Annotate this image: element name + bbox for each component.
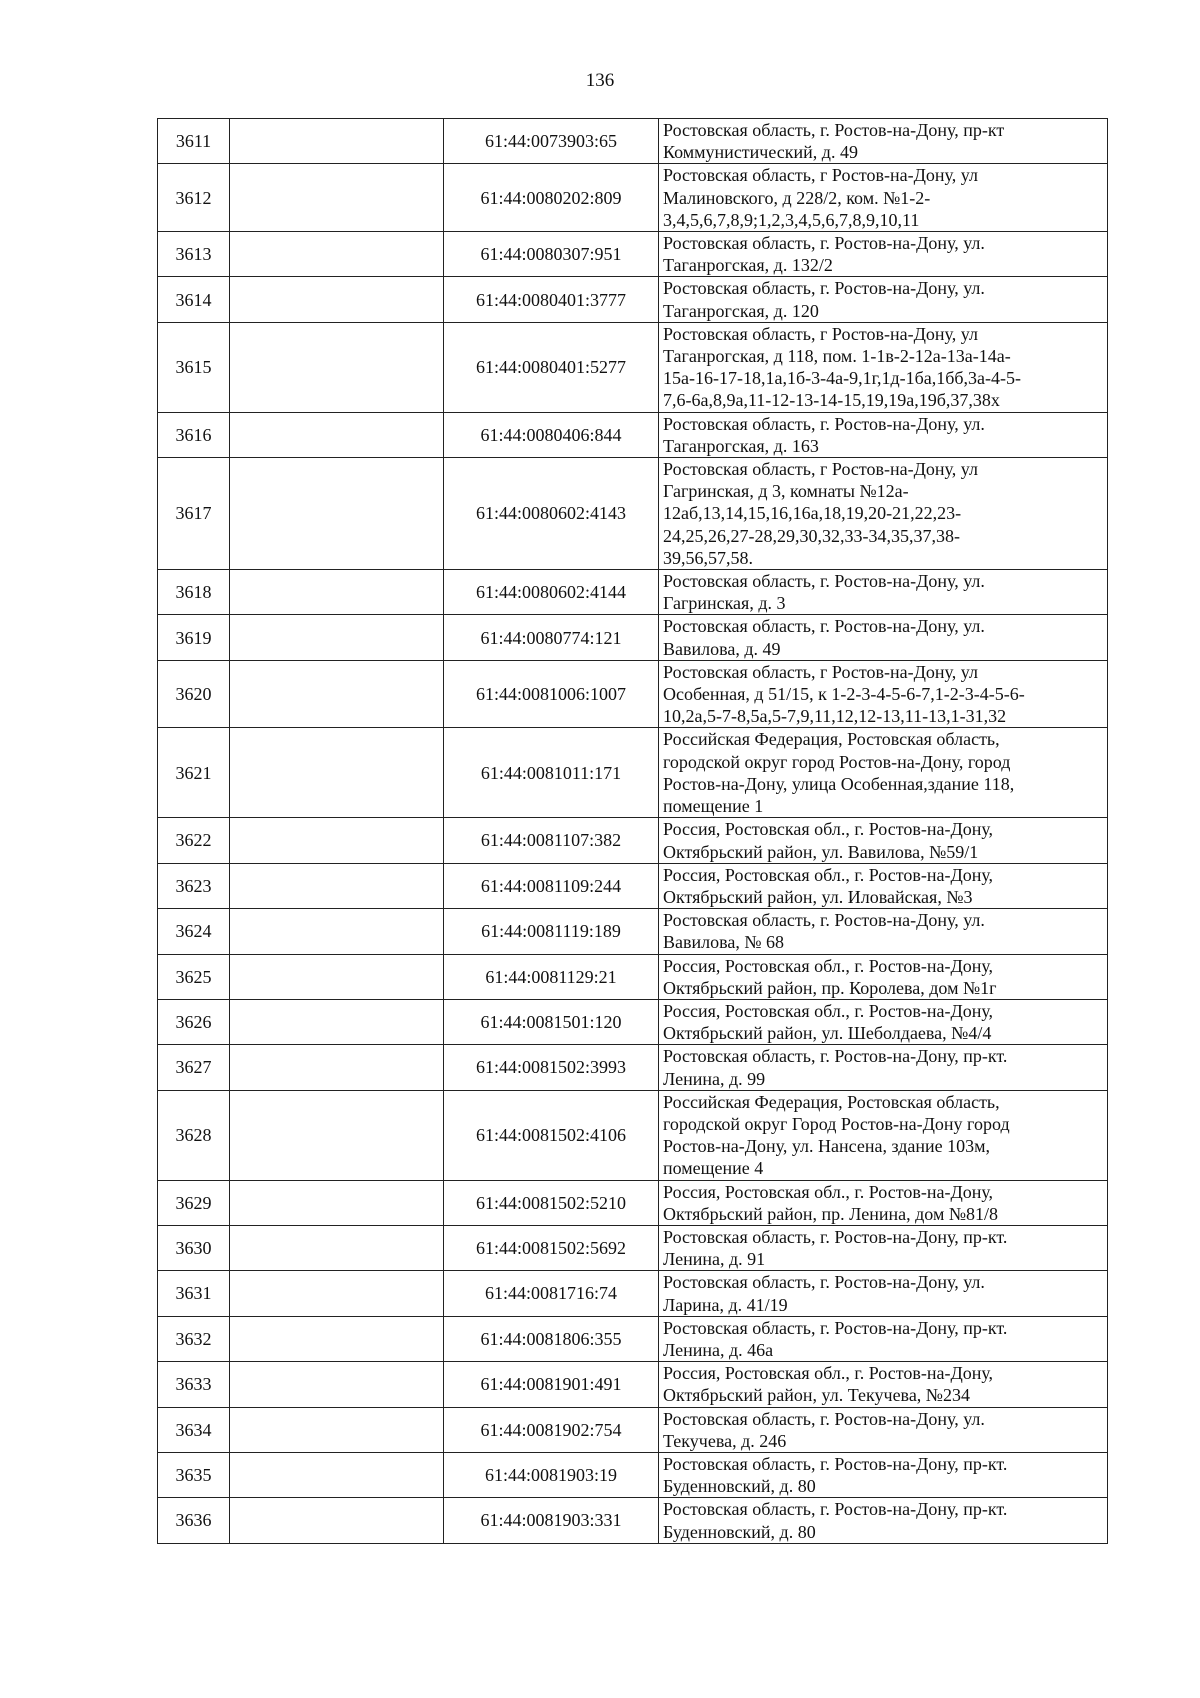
address-line: Октябрьский район, ул. Вавилова, №59/1 [663, 841, 979, 862]
empty-cell [230, 119, 444, 164]
empty-cell [230, 232, 444, 277]
table-row [158, 570, 1108, 615]
cadastral-number-cell: 61:44:0081903:19 [444, 1452, 659, 1497]
cadastral-number-cell: 61:44:0081806:355 [444, 1316, 659, 1361]
row-number-cell: 3624 [158, 909, 230, 954]
address-line: Ростовская область, г. Ростов-на-Дону, пр-кт. [663, 1453, 1008, 1474]
table-row [158, 1225, 1108, 1270]
address-line: 10,2а,5-7-8,5а,5-7,9,11,12,12-13,11-13,1-31,32 [663, 706, 1007, 727]
table-row [158, 615, 1108, 660]
address-cell [659, 412, 1108, 457]
address-cell [659, 1407, 1108, 1452]
row-number-cell: 3629 [158, 1180, 230, 1225]
address-line: Малиновского, д 228/2, ком. №1-2- [663, 187, 931, 208]
address-cell [659, 232, 1108, 277]
address-line: Особенная, д 51/15, к 1-2-3-4-5-6-7,1-2-3-4-5-6- [663, 684, 1025, 705]
cadastral-number-cell: 61:44:0081011:171 [444, 728, 659, 818]
empty-cell [230, 1271, 444, 1316]
empty-cell [230, 999, 444, 1044]
address-line: Ростовская область, г. Ростов-на-Дону, ул. [663, 1408, 985, 1429]
table-row [158, 1452, 1108, 1497]
address-cell [659, 570, 1108, 615]
row-number-cell: 3626 [158, 999, 230, 1044]
cadastral-number-cell: 61:44:0081902:754 [444, 1407, 659, 1452]
cadastral-number-cell: 61:44:0081901:491 [444, 1362, 659, 1407]
row-number-cell: 3611 [158, 119, 230, 164]
address-cell [659, 909, 1108, 954]
address-line: Октябрьский район, ул. Шеболдаева, №4/4 [663, 1023, 992, 1044]
address-cell [659, 818, 1108, 863]
empty-cell [230, 1180, 444, 1225]
address-line: Октябрьский район, ул. Текучева, №234 [663, 1385, 970, 1406]
address-line: Ларина, д. 41/19 [663, 1294, 788, 1315]
address-line: Таганрогская, д 118, пом. 1-1в-2-12а-13а-14а- [663, 346, 1011, 367]
row-number-cell: 3628 [158, 1090, 230, 1180]
empty-cell [230, 458, 444, 570]
table-row [158, 119, 1108, 164]
address-line: Россия, Ростовская обл., г. Ростов-на-Дону, [663, 864, 994, 885]
cadastral-number-cell: 61:44:0080602:4143 [444, 458, 659, 570]
address-cell [659, 277, 1108, 322]
address-line: Ростовская область, г. Ростов-на-Дону, пр-кт. [663, 1226, 1008, 1247]
table-row [158, 728, 1108, 818]
row-number-cell: 3623 [158, 863, 230, 908]
empty-cell [230, 909, 444, 954]
cadastral-number-cell: 61:44:0073903:65 [444, 119, 659, 164]
address-line: Россия, Ростовская обл., г. Ростов-на-Дону, [663, 1181, 994, 1202]
address-line: 39,56,57,58. [663, 547, 753, 568]
empty-cell [230, 954, 444, 999]
address-line: Ростовская область, г Ростов-на-Дону, ул [663, 323, 978, 344]
row-number-cell: 3627 [158, 1045, 230, 1090]
cadastral-number-cell: 61:44:0081129:21 [444, 954, 659, 999]
address-cell [659, 1045, 1108, 1090]
empty-cell [230, 1452, 444, 1497]
address-cell [659, 119, 1108, 164]
empty-cell [230, 818, 444, 863]
empty-cell [230, 412, 444, 457]
row-number-cell: 3617 [158, 458, 230, 570]
address-line: Буденновский, д. 80 [663, 1521, 816, 1542]
cadastral-number-cell: 61:44:0081119:189 [444, 909, 659, 954]
cadastral-number-cell: 61:44:0081502:3993 [444, 1045, 659, 1090]
address-line: Текучева, д. 246 [663, 1430, 787, 1451]
address-line: Ростовская область, г. Ростов-на-Дону, пр-кт [663, 120, 1005, 140]
empty-cell [230, 615, 444, 660]
cadastral-number-cell: 61:44:0081502:5692 [444, 1225, 659, 1270]
table-row [158, 1045, 1108, 1090]
address-cell [659, 322, 1108, 412]
address-line: Ростов-на-Дону, улица Особенная,здание 118, [663, 773, 1015, 794]
row-number-cell: 3618 [158, 570, 230, 615]
empty-cell [230, 322, 444, 412]
table-row [158, 412, 1108, 457]
cadastral-number-cell: 61:44:0081716:74 [444, 1271, 659, 1316]
address-line: помещение 4 [663, 1158, 764, 1179]
address-line: Октябрьский район, пр. Королева, дом №1г [663, 977, 997, 998]
address-cell [659, 954, 1108, 999]
property-table [157, 118, 1108, 1544]
address-cell [659, 728, 1108, 818]
empty-cell [230, 1407, 444, 1452]
row-number-cell: 3631 [158, 1271, 230, 1316]
table-row [158, 1180, 1108, 1225]
table-row [158, 1090, 1108, 1180]
cadastral-number-cell: 61:44:0081903:331 [444, 1498, 659, 1543]
empty-cell [230, 1090, 444, 1180]
row-number-cell: 3620 [158, 660, 230, 728]
cadastral-number-cell: 61:44:0080774:121 [444, 615, 659, 660]
table-row [158, 954, 1108, 999]
table-row [158, 1362, 1108, 1407]
address-cell [659, 1452, 1108, 1497]
cadastral-number-cell: 61:44:0080401:5277 [444, 322, 659, 412]
address-line: городской округ город Ростов-на-Дону, город [663, 751, 1011, 772]
empty-cell [230, 1362, 444, 1407]
table-row [158, 1316, 1108, 1361]
address-line: Ростов-на-Дону, ул. Нансена, здание 103м, [663, 1136, 991, 1157]
table-row [158, 1498, 1108, 1543]
address-line: Таганрогская, д. 163 [663, 435, 819, 456]
address-line: Таганрогская, д. 132/2 [663, 255, 833, 276]
table-row [158, 164, 1108, 232]
cadastral-number-cell: 61:44:0080602:4144 [444, 570, 659, 615]
address-line: Ленина, д. 99 [663, 1068, 766, 1089]
address-line: Ленина, д. 91 [663, 1249, 766, 1270]
empty-cell [230, 164, 444, 232]
row-number-cell: 3630 [158, 1225, 230, 1270]
row-number-cell: 3633 [158, 1362, 230, 1407]
table-row [158, 818, 1108, 863]
table-row [158, 322, 1108, 412]
row-number-cell: 3616 [158, 412, 230, 457]
row-number-cell: 3634 [158, 1407, 230, 1452]
empty-cell [230, 1225, 444, 1270]
address-cell [659, 1225, 1108, 1270]
empty-cell [230, 570, 444, 615]
address-line: Ростовская область, г. Ростов-на-Дону, ул. [663, 1272, 985, 1293]
address-line: Ростовская область, г Ростов-на-Дону, ул [663, 165, 978, 186]
address-line: Россия, Ростовская обл., г. Ростов-на-Дону, [663, 955, 994, 976]
address-line: Буденновский, д. 80 [663, 1476, 816, 1497]
row-number-cell: 3625 [158, 954, 230, 999]
address-line: 15а-16-17-18,1а,1б-3-4а-9,1г,1д-1ба,1бб,3а-4-5- [663, 368, 1022, 389]
address-line: Коммунистический, д. 49 [663, 142, 858, 163]
table-row [158, 863, 1108, 908]
address-cell [659, 660, 1108, 728]
cadastral-number-cell: 61:44:0081502:5210 [444, 1180, 659, 1225]
address-line: Ростовская область, г. Ростов-на-Дону, пр-кт. [663, 1499, 1008, 1520]
cadastral-number-cell: 61:44:0081006:1007 [444, 660, 659, 728]
address-cell [659, 1090, 1108, 1180]
address-line: Россия, Ростовская обл., г. Ростов-на-Дону, [663, 1000, 994, 1021]
row-number-cell: 3622 [158, 818, 230, 863]
cadastral-number-cell: 61:44:0081109:244 [444, 863, 659, 908]
row-number-cell: 3635 [158, 1452, 230, 1497]
address-cell [659, 458, 1108, 570]
address-line: Россия, Ростовская обл., г. Ростов-на-Дону, [663, 1363, 994, 1384]
address-line: Вавилова, д. 49 [663, 638, 781, 659]
empty-cell [230, 863, 444, 908]
table-body [158, 119, 1108, 1544]
cadastral-number-cell: 61:44:0080202:809 [444, 164, 659, 232]
address-cell [659, 1271, 1108, 1316]
address-line: Ростовская область, г. Ростов-на-Дону, ул. [663, 278, 985, 299]
table-row [158, 1271, 1108, 1316]
address-line: Октябрьский район, пр. Ленина, дом №81/8 [663, 1203, 999, 1224]
row-number-cell: 3613 [158, 232, 230, 277]
row-number-cell: 3621 [158, 728, 230, 818]
address-line: городской округ Город Ростов-на-Дону город [663, 1113, 1010, 1134]
empty-cell [230, 1498, 444, 1543]
cadastral-number-cell: 61:44:0080401:3777 [444, 277, 659, 322]
table-row [158, 660, 1108, 728]
address-cell [659, 164, 1108, 232]
cadastral-number-cell: 61:44:0080406:844 [444, 412, 659, 457]
address-line: Октябрьский район, ул. Иловайская, №3 [663, 886, 973, 907]
address-cell [659, 1316, 1108, 1361]
address-cell [659, 1498, 1108, 1543]
address-cell [659, 863, 1108, 908]
address-line: Ростовская область, г Ростов-на-Дону, ул [663, 459, 978, 480]
address-line: Гагринская, д 3, комнаты №12а- [663, 481, 909, 502]
address-line: 24,25,26,27-28,29,30,32,33-34,35,37,38- [663, 525, 960, 546]
table-row [158, 909, 1108, 954]
address-line: Вавилова, № 68 [663, 932, 785, 953]
row-number-cell: 3614 [158, 277, 230, 322]
address-cell [659, 1180, 1108, 1225]
row-number-cell: 3615 [158, 322, 230, 412]
empty-cell [230, 728, 444, 818]
address-line: Ростовская область, г. Ростов-на-Дону, ул. [663, 413, 985, 434]
address-cell [659, 1362, 1108, 1407]
table-row [158, 999, 1108, 1044]
table-row [158, 1407, 1108, 1452]
cadastral-number-cell: 61:44:0081107:382 [444, 818, 659, 863]
address-line: Гагринская, д. 3 [663, 593, 786, 614]
address-line: Ростовская область, г. Ростов-на-Дону, пр-кт. [663, 1046, 1008, 1067]
row-number-cell: 3632 [158, 1316, 230, 1361]
address-line: Ростовская область, г Ростов-на-Дону, ул [663, 661, 978, 682]
address-line: Таганрогская, д. 120 [663, 300, 819, 321]
address-line: Российская Федерация, Ростовская область, [663, 729, 1000, 750]
cadastral-number-cell: 61:44:0081501:120 [444, 999, 659, 1044]
address-line: 3,4,5,6,7,8,9;1,2,3,4,5,6,7,8,9,10,11 [663, 209, 920, 230]
table-row [158, 232, 1108, 277]
empty-cell [230, 660, 444, 728]
address-line: Российская Федерация, Ростовская область, [663, 1091, 1000, 1112]
address-line: Ленина, д. 46а [663, 1339, 774, 1360]
empty-cell [230, 1316, 444, 1361]
address-cell [659, 999, 1108, 1044]
address-line: 12аб,13,14,15,16,16а,18,19,20-21,22,23- [663, 503, 962, 524]
address-line: помещение 1 [663, 796, 764, 817]
table-row [158, 277, 1108, 322]
row-number-cell: 3612 [158, 164, 230, 232]
address-line: Россия, Ростовская обл., г. Ростов-на-Дону, [663, 819, 994, 840]
empty-cell [230, 277, 444, 322]
table-row [158, 458, 1108, 570]
address-line: Ростовская область, г. Ростов-на-Дону, ул. [663, 616, 985, 637]
address-line: 7,6-6а,8,9а,11-12-13-14-15,19,19а,19б,37,38х [663, 390, 1000, 411]
address-line: Ростовская область, г. Ростов-на-Дону, пр-кт. [663, 1317, 1008, 1338]
address-cell [659, 615, 1108, 660]
page-number: 136 [585, 70, 615, 91]
empty-cell [230, 1045, 444, 1090]
cadastral-number-cell: 61:44:0081502:4106 [444, 1090, 659, 1180]
row-number-cell: 3636 [158, 1498, 230, 1543]
address-line: Ростовская область, г. Ростов-на-Дону, ул. [663, 910, 985, 931]
address-line: Ростовская область, г. Ростов-на-Дону, ул. [663, 233, 985, 254]
address-line: Ростовская область, г. Ростов-на-Дону, ул. [663, 571, 985, 592]
row-number-cell: 3619 [158, 615, 230, 660]
cadastral-number-cell: 61:44:0080307:951 [444, 232, 659, 277]
